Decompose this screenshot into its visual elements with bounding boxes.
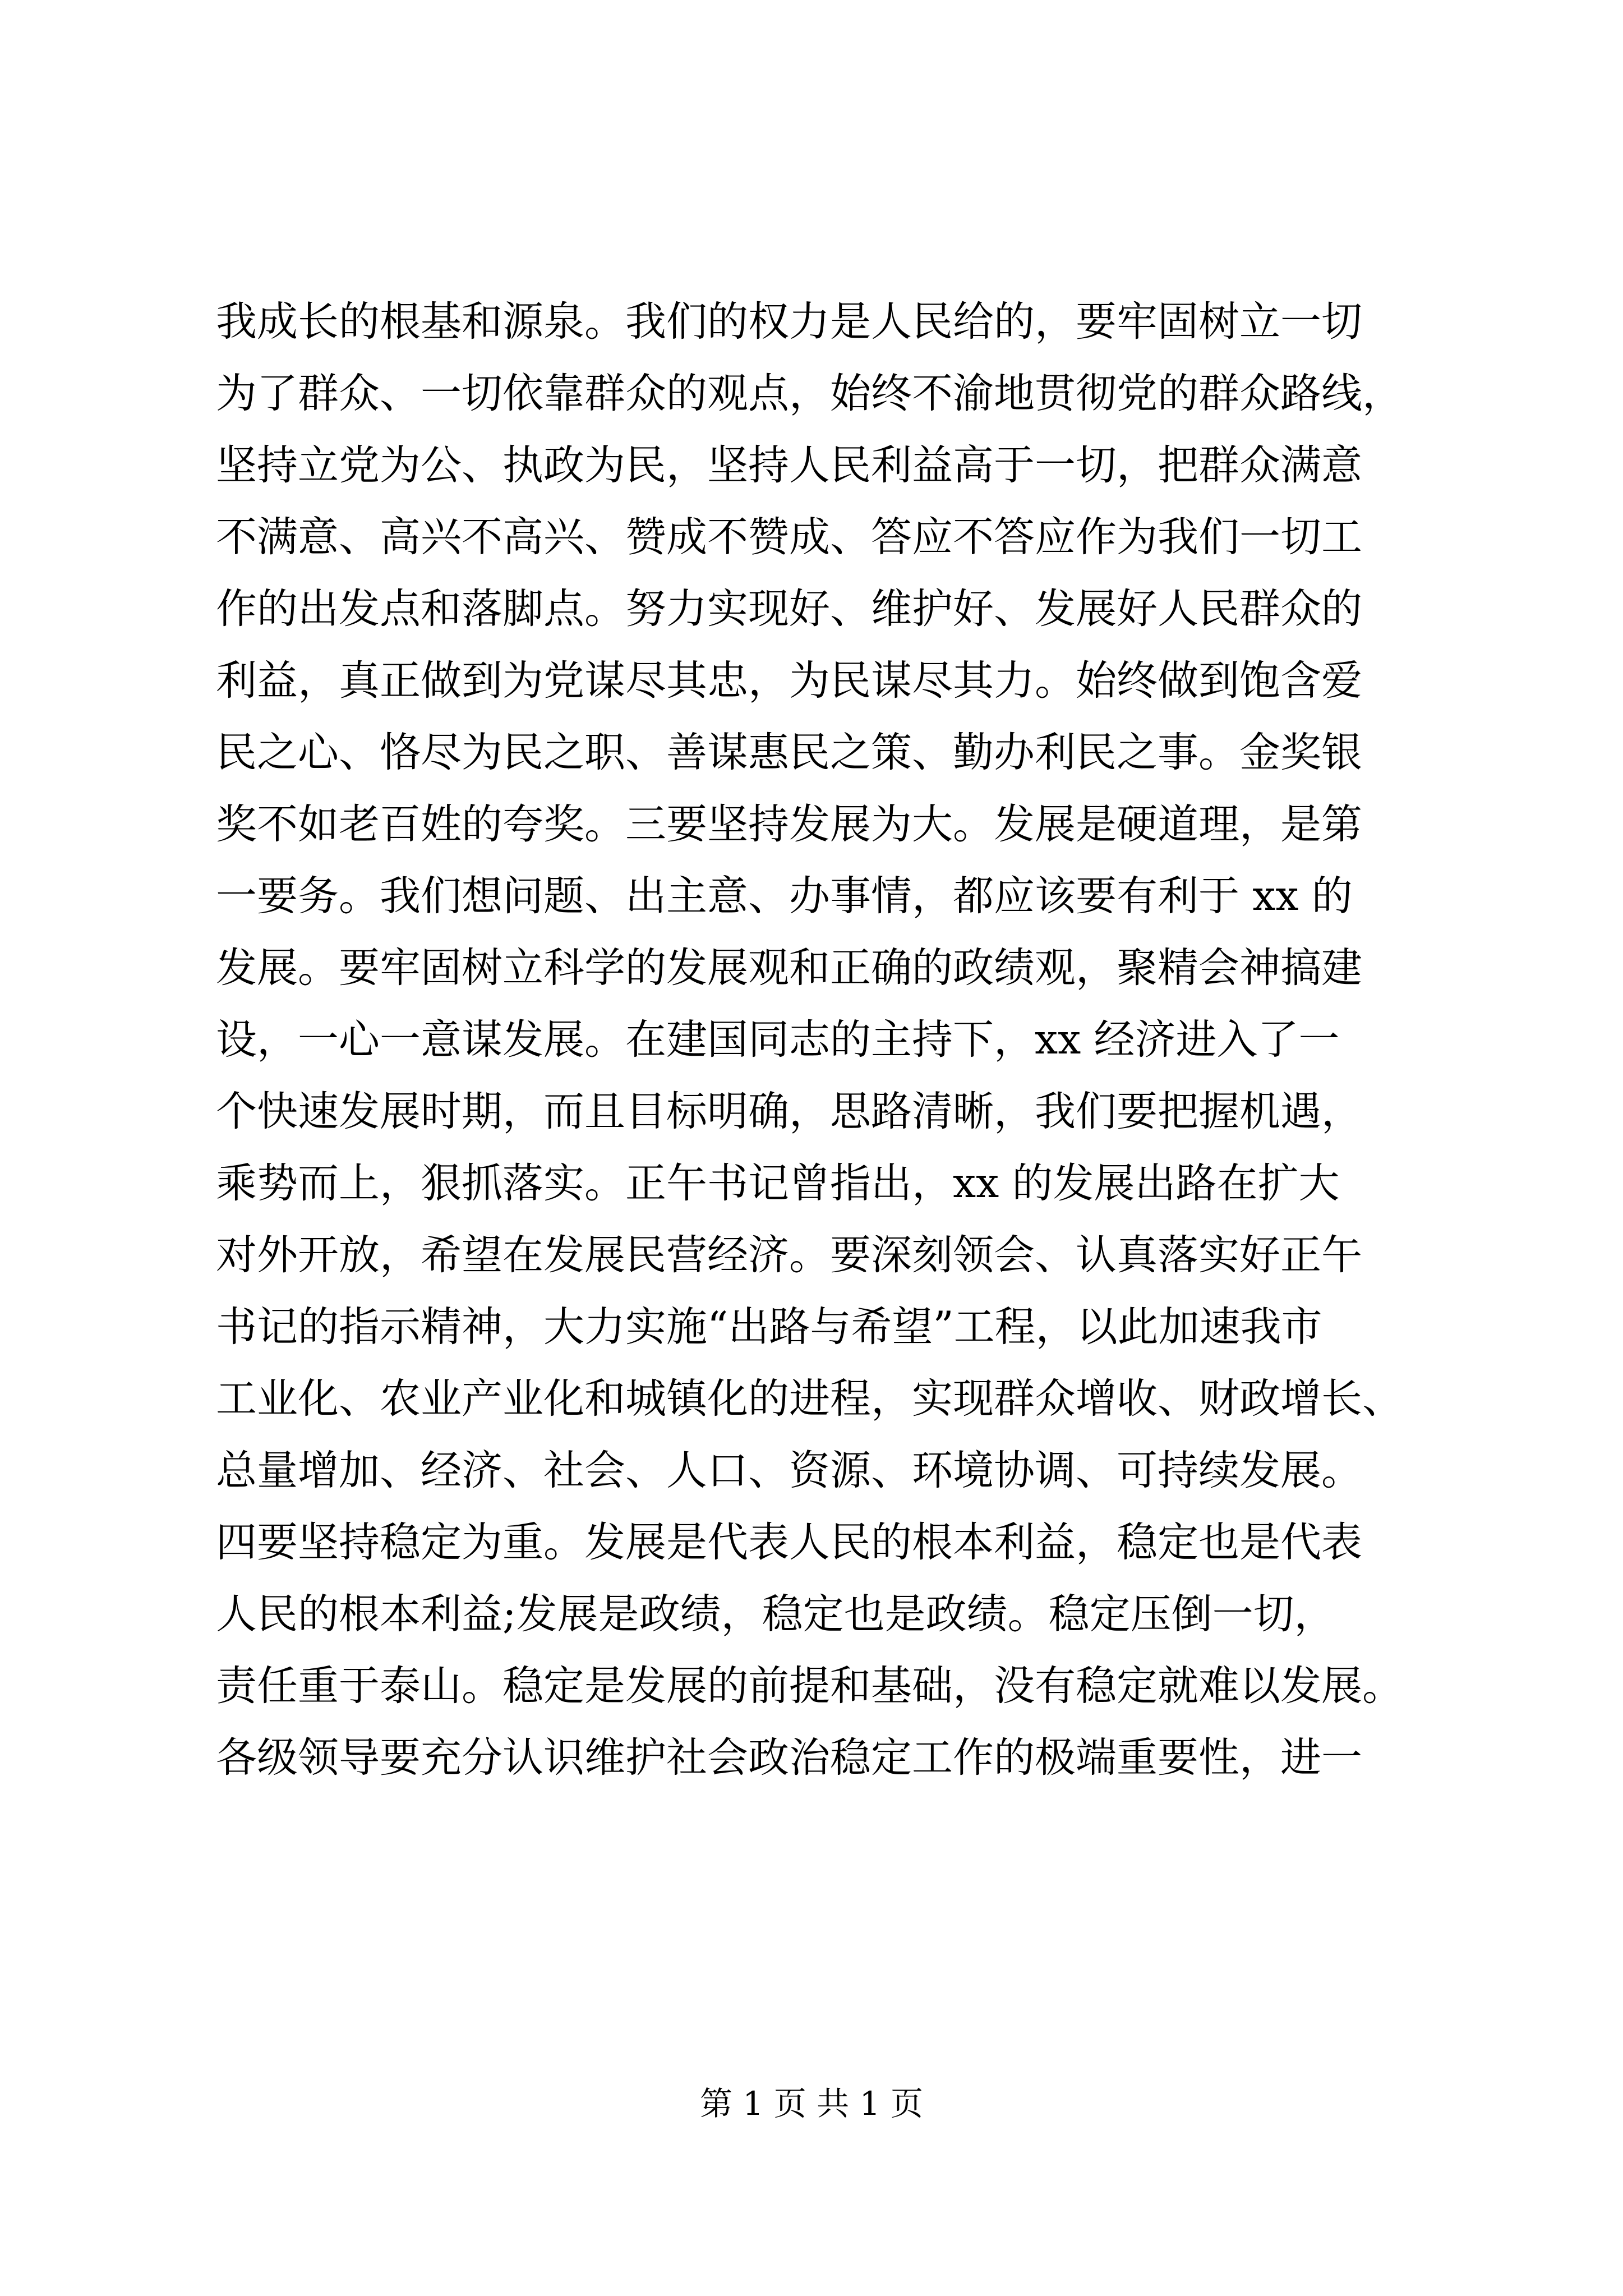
text-line: 为了群众、一切依靠群众的观点，始终不渝地贯彻党的群众路线， [216,370,1403,417]
text-line: 作的出发点和落脚点。努力实现好、维护好、发展好人民群众的 [216,585,1362,633]
body-text [216,286,1422,1794]
text-line: 四要坚持稳定为重。发展是代表人民的根本利益，稳定也是代表 [216,1519,1362,1566]
text-line: 坚持立党为公、执政为民，坚持人民利益高于一切，把群众满意 [216,441,1362,489]
text-line: 乘势而上，狠抓落实。正午书记曾指出，xx 的发展出路在扩大 [216,1159,1340,1207]
text-line: 各级领导要充分认识维护社会政治稳定工作的极端重要性，进一 [216,1734,1362,1782]
text-line: 奖不如老百姓的夸奖。三要坚持发展为大。发展是硬道理，是第 [216,800,1362,848]
text-line: 个快速发展时期，而且目标明确，思路清晰，我们要把握机遇， [216,1088,1362,1135]
text-line: 对外开放，希望在发展民营经济。要深刻领会、认真落实好正午 [216,1231,1362,1279]
text-line: 民之心、恪尽为民之职、善谋惠民之策、勤办利民之事。金奖银 [216,729,1362,776]
text-line: 设，一心一意谋发展。在建国同志的主持下，xx 经济进入了一 [216,1016,1340,1064]
text-line: 利益，真正做到为党谋尽其忠，为民谋尽其力。始终做到饱含爱 [216,657,1362,705]
text-line: 不满意、高兴不高兴、赞成不赞成、答应不答应作为我们一切工 [216,513,1362,561]
text-line: 责任重于泰山。稳定是发展的前提和基础，没有稳定就难以发展。 [216,1662,1403,1710]
page-number-footer: 第 1 页 共 1 页 [700,2085,923,2123]
text-line: 工业化、农业产业化和城镇化的进程，实现群众增收、财政增长、 [216,1375,1403,1423]
text-line: 书记的指示精神，大力实施“出路与希望”工程，以此加速我市 [216,1303,1322,1351]
text-line: 发展。要牢固树立科学的发展观和正确的政绩观，聚精会神搞建 [216,944,1362,992]
text-line: 一要务。我们想问题、出主意、办事情，都应该要有利于 xx 的 [216,872,1353,920]
text-line: 我成长的根基和源泉。我们的权力是人民给的，要牢固树立一切 [216,298,1362,346]
text-line: 人民的根本利益;发展是政绩，稳定也是政绩。稳定压倒一切， [216,1590,1335,1638]
text-line: 总量增加、经济、社会、人口、资源、环境协调、可持续发展。 [216,1447,1362,1494]
